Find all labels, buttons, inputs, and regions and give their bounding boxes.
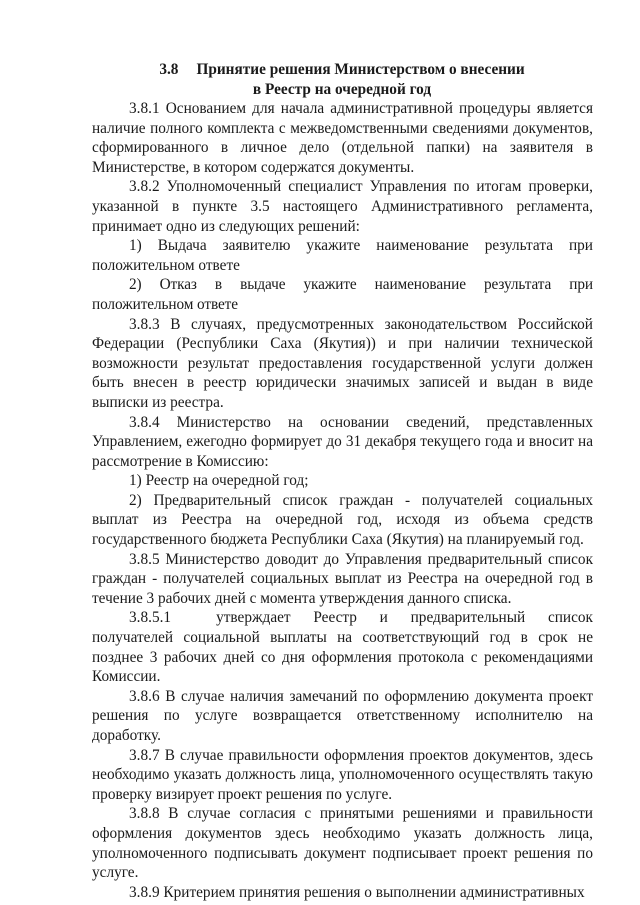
section-number: 3.8 xyxy=(159,61,179,78)
paragraph-text: В случае правильности оформления проектов документов, здесь необходимо указать должность лица, уполномоченного осуществлять такую проверку визирует проект решения по услуге. xyxy=(92,746,593,803)
paragraph-3-8-8 xyxy=(92,804,593,882)
section-heading xyxy=(92,60,592,99)
paragraph-text: В случае согласия с принятыми решениями и правильности оформления документов здесь необходимо указать должность лица, уполномоченного подписывать документ подписывает проект решения по услуге. xyxy=(92,805,593,882)
list-item-text: Реестр на очередной год; xyxy=(145,472,309,490)
paragraph-3-8-7 xyxy=(92,746,593,805)
paragraph-3-8-5-1 xyxy=(92,608,593,686)
list-item-text: Предварительный список граждан - получателей социальных выплат из Реестра на очередной год, исходя из объема средств государственного бюджета Республики Саха (Якутия) на планируемый год. xyxy=(92,491,593,549)
paragraph-number: 3.8.9 xyxy=(129,883,160,901)
paragraph-number: 3.8.1 xyxy=(129,100,160,117)
paragraph-number: 3.8.6 xyxy=(129,687,160,705)
section-title-line-2: в Реестр на очередной год xyxy=(252,80,432,98)
paragraph-number: 3.8.8 xyxy=(129,805,160,823)
list-item-text: Выдача заявителю укажите наименование результата при положительном ответе xyxy=(92,237,593,274)
paragraph-3-8-6 xyxy=(92,687,593,746)
paragraph-number: 3.8.3 xyxy=(129,315,160,333)
paragraph-text: В случае наличия замечаний по оформлению документа проект решения по услуге возвращается ответственному исполнителю на доработку. xyxy=(92,687,593,744)
paragraph-number: 3.8.5.1 xyxy=(129,609,172,627)
paragraph-number: 3.8.2 xyxy=(129,178,160,196)
paragraph-3-8-3 xyxy=(92,315,593,413)
list-item-text: Отказ в выдаче укажите наименование результата при положительном ответе xyxy=(92,276,593,313)
list-item-3-8-2-2 xyxy=(92,275,593,314)
paragraph-number: 3.8.7 xyxy=(129,746,160,764)
list-item-number: 2) xyxy=(129,276,142,294)
paragraph-text: Министерство доводит до Управления предварительный список граждан - получателей социальных выплат из Реестра на очередной год в течение 3 рабочих дней с момента утверждения данного списка. xyxy=(92,550,593,607)
paragraph-number: 3.8.5 xyxy=(129,550,160,568)
paragraph-text: Критерием принятия решения о выполнении административных xyxy=(163,883,585,901)
list-item-3-8-4-2 xyxy=(92,491,593,550)
list-item-number: 1) xyxy=(129,472,142,490)
list-item-number: 2) xyxy=(129,491,142,509)
paragraph-3-8-4 xyxy=(92,413,593,472)
paragraph-text: В случаях, предусмотренных законодательством Российской Федерации (Республики Саха (Якутия)) и при наличии технической возможности результат предоставления государственной услуги должен быть внесен в реестр юридически значимых записей и выдан в виде выписки из реестра. xyxy=(92,315,593,411)
list-item-number: 1) xyxy=(129,237,142,255)
paragraph-3-8-9 xyxy=(92,883,593,903)
paragraph-text: Основанием для начала административной процедуры является наличие полного комплекта с межведомственными сведениями документов, сформированного в личное дело (отдельной папки) на заявителя в Министерстве, в котором содержатся документы. xyxy=(92,100,594,176)
section-title-line-1: Принятие решения Министерством о внесении xyxy=(196,61,525,78)
section-heading-line-1 xyxy=(92,60,592,80)
paragraph-number: 3.8.4 xyxy=(129,413,160,431)
paragraph-3-8-5 xyxy=(92,550,593,609)
paragraph-3-8-2 xyxy=(92,177,593,236)
document-body xyxy=(92,99,593,902)
paragraph-text: Министерство на основании сведений, представленных Управлением, ежегодно формирует до 31 декабря текущего года и вносит на рассмотрение в Комиссию: xyxy=(92,413,593,470)
list-item-3-8-2-1 xyxy=(92,236,593,275)
paragraph-text: утверждает Реестр и предварительный список получателей социальной выплаты на соответствующий год в срок не позднее 3 рабочих дней со дня оформления протокола с рекомендациями Комиссии. xyxy=(92,609,593,686)
paragraph-text: Уполномоченный специалист Управления по итогам проверки, указанной в пункте 3.5 настоящего Административного регламента, принимает одно из следующих решений: xyxy=(92,178,593,235)
list-item-3-8-4-1 xyxy=(92,471,593,491)
paragraph-3-8-1 xyxy=(92,99,593,177)
